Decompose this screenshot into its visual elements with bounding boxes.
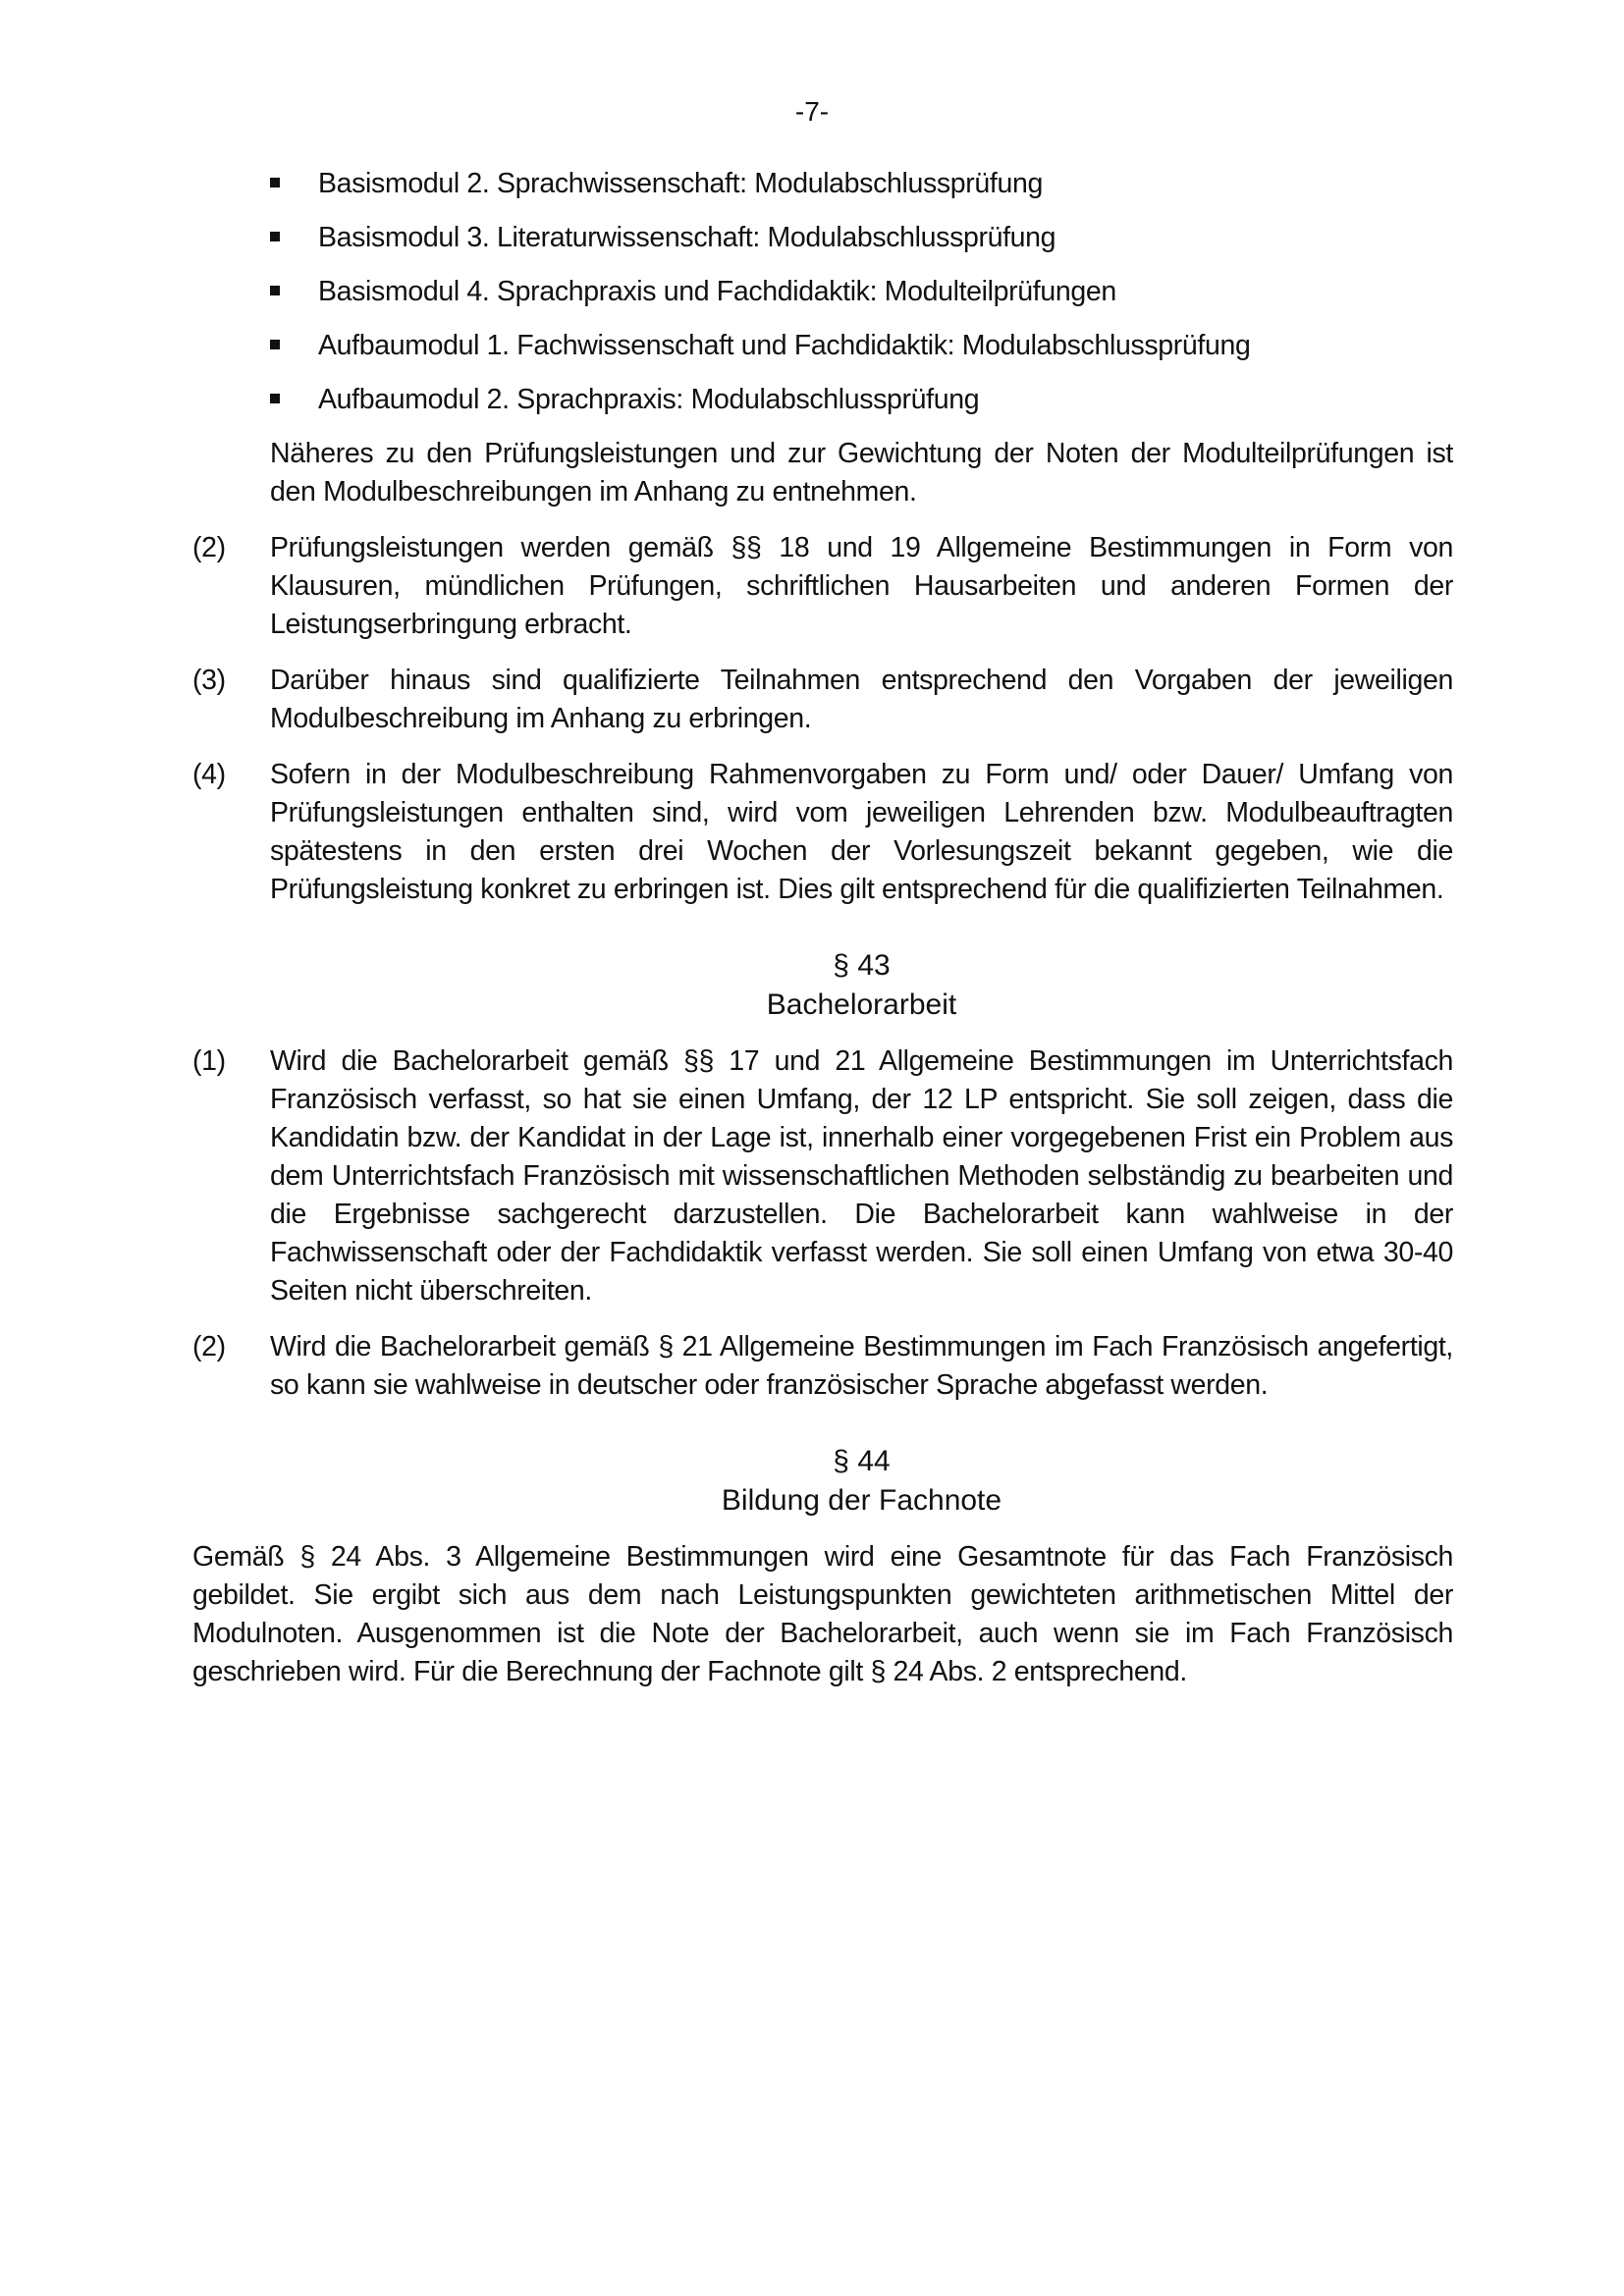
section-title: Bildung der Fachnote: [721, 1484, 1002, 1517]
square-bullet-icon: [270, 232, 280, 241]
list-item-text: Basismodul 2. Sprachwissenschaft: Modulabschlussprüfung: [318, 168, 1043, 199]
section-44-heading: [192, 1442, 1453, 1521]
paragraph-number: (1): [192, 1045, 226, 1077]
paragraph-text: Darüber hinaus sind qualifizierte Teilnahmen entsprechend den Vorgaben der jeweiligen Modulbeschreibung im Anhang zu erbringen.: [270, 665, 1453, 734]
list-item: [270, 165, 1453, 203]
paragraph-text: Prüfungsleistungen werden gemäß §§ 18 und 19 Allgemeine Bestimmungen in Form von Klausuren, mündlichen Prüfungen, schriftlichen Hausarbeiten und anderen Formen der Leistungserbringung erbracht.: [270, 532, 1453, 640]
list-item: [270, 381, 1453, 419]
square-bullet-icon: [270, 340, 280, 349]
square-bullet-icon: [270, 286, 280, 295]
list-item: [270, 273, 1453, 311]
section-number: § 43: [833, 949, 891, 982]
paragraph: [192, 1328, 1453, 1405]
module-exam-note: Näheres zu den Prüfungsleistungen und zur Gewichtung der Noten der Modulteilprüfungen ist den Modulbeschreibungen im Anhang zu entnehmen.: [270, 438, 1453, 507]
section-number: § 44: [833, 1445, 891, 1477]
paragraph: [192, 756, 1453, 909]
paragraph-text: Wird die Bachelorarbeit gemäß §§ 17 und 21 Allgemeine Bestimmungen im Unterrichtsfach Französisch verfasst, so hat sie einen Umfang, der 12 LP entspricht. Sie soll zeigen, dass die Kandidatin bzw. der Kandidat in der Lage ist, innerhalb einer vorgegebenen Frist ein Problem aus dem Unterrichtsfach Französisch mit wissenschaftlichen Methoden selbständig zu bearbeiten und die Ergebnisse sachgerecht darzustellen. Die Bachelorarbeit kann wahlweise in der Fachwissenschaft oder der Fachdidaktik verfasst werden. Sie soll einen Umfang von etwa 30-40 Seiten nicht überschreiten.: [270, 1045, 1453, 1307]
section-title: Bachelorarbeit: [766, 988, 957, 1021]
paragraph-text: Wird die Bachelorarbeit gemäß § 21 Allgemeine Bestimmungen im Fach Französisch angefertigt, so kann sie wahlweise in deutscher oder französischer Sprache abgefasst werden.: [270, 1331, 1453, 1401]
list-item: [270, 219, 1453, 257]
section-44-text: Gemäß § 24 Abs. 3 Allgemeine Bestimmungen wird eine Gesamtnote für das Fach Französisch gebildet. Sie ergibt sich aus dem nach Leistungspunkten gewichteten arithmetischen Mittel der Modulnoten. Ausgenommen ist die Note der Bachelorarbeit, auch wenn sie im Fach Französisch geschrieben wird. Für die Berechnung der Fachnote gilt § 24 Abs. 2 entsprechend.: [192, 1541, 1453, 1687]
paragraph-text: Sofern in der Modulbeschreibung Rahmenvorgaben zu Form und/ oder Dauer/ Umfang von Prüfungsleistungen enthalten sind, wird vom jeweiligen Lehrenden bzw. Modulbeauftragten spätestens in den ersten drei Wochen der Vorlesungszeit bekannt gegeben, wie die Prüfungsleistung konkret zu erbringen ist. Dies gilt entsprechend für die qualifizierten Teilnahmen.: [270, 759, 1453, 905]
paragraph: [192, 1042, 1453, 1310]
paragraph-number: (2): [192, 532, 226, 563]
list-item-text: Basismodul 3. Literaturwissenschaft: Modulabschlussprüfung: [318, 222, 1056, 253]
paragraph: [192, 662, 1453, 738]
paragraph-number: (4): [192, 759, 226, 790]
paragraph-number: (3): [192, 665, 226, 696]
list-item-text: Aufbaumodul 2. Sprachpraxis: Modulabschlussprüfung: [318, 384, 980, 415]
square-bullet-icon: [270, 394, 280, 403]
list-item-text: Aufbaumodul 1. Fachwissenschaft und Fachdidaktik: Modulabschlussprüfung: [318, 330, 1251, 361]
page-content: [192, 165, 1453, 1691]
paragraph-number: (2): [192, 1331, 226, 1362]
section-43-heading: [192, 946, 1453, 1025]
module-exam-list: [192, 165, 1453, 419]
paragraph: [192, 529, 1453, 644]
list-item: [270, 327, 1453, 365]
list-item-text: Basismodul 4. Sprachpraxis und Fachdidaktik: Modulteilprüfungen: [318, 276, 1116, 307]
page-number: -7-: [794, 96, 830, 127]
square-bullet-icon: [270, 178, 280, 187]
